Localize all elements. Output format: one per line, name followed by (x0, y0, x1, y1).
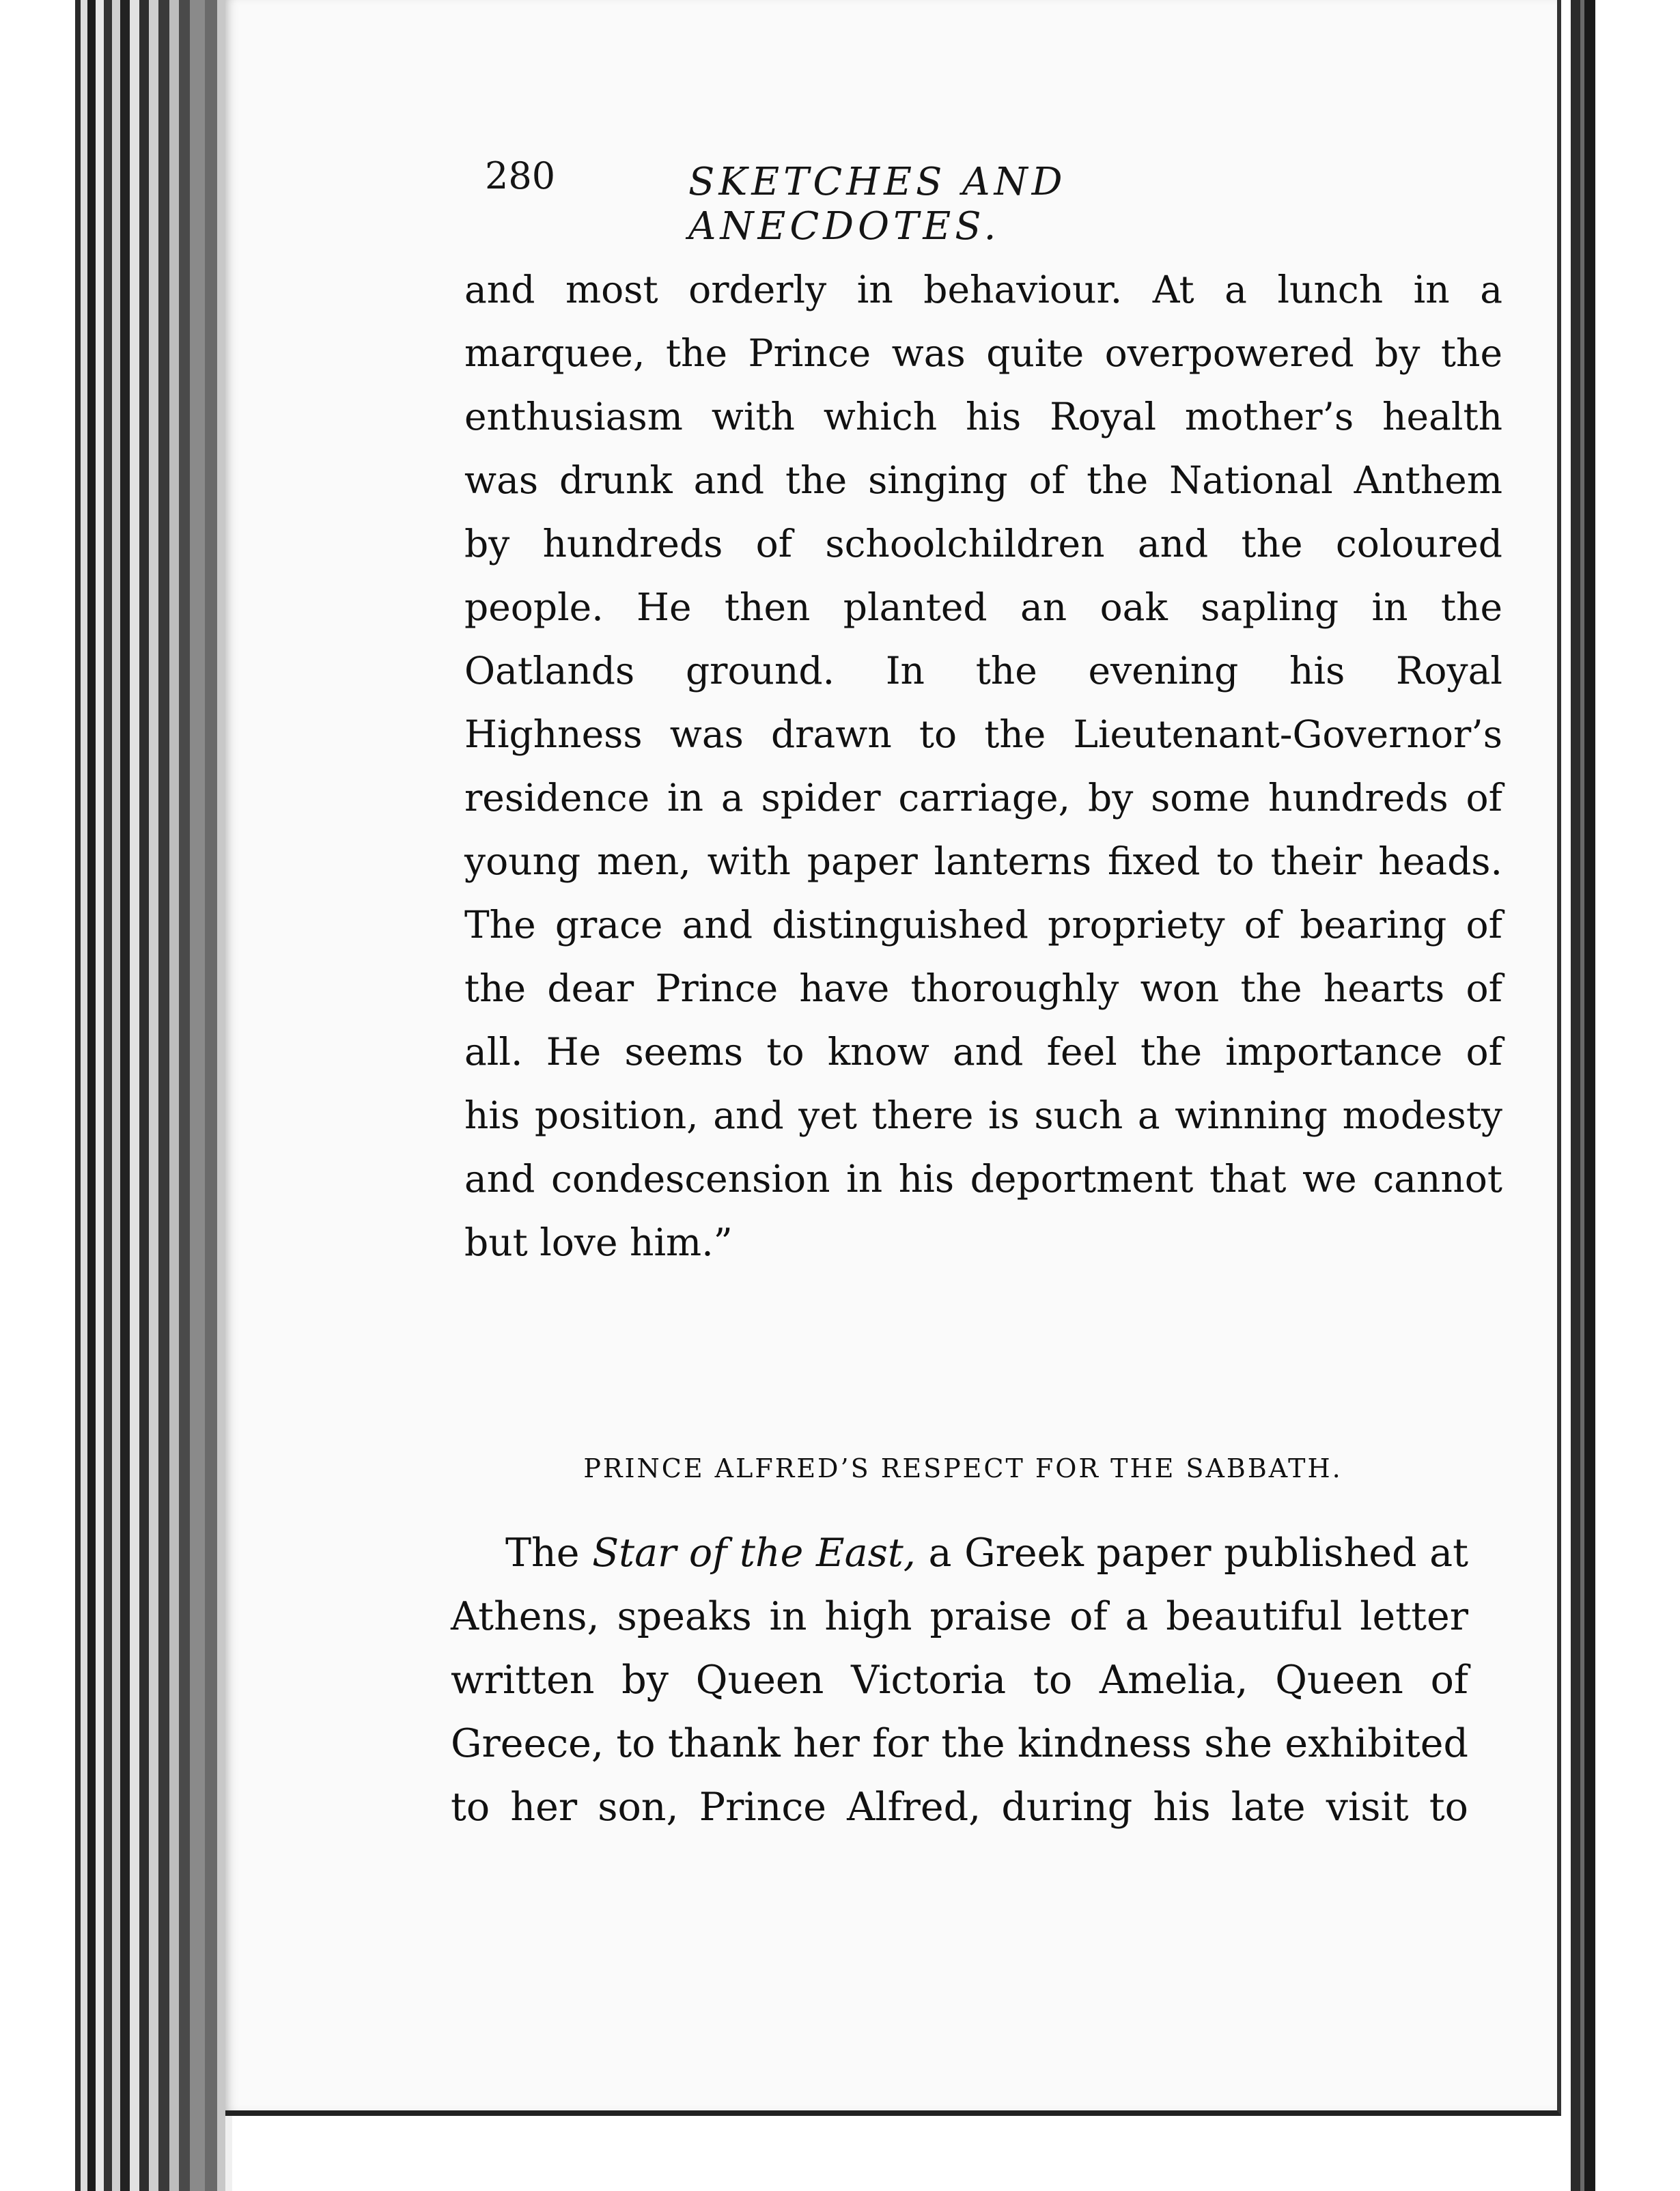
line-start: The (505, 1531, 593, 1576)
section-heading: PRINCE ALFRED’S RESPECT FOR THE SABBATH. (583, 1453, 1343, 1483)
text-line: residence in a spider carriage, by some hundreds of (464, 776, 1502, 820)
passage-one (464, 258, 1502, 1274)
line-end: a Greek paper published at (915, 1531, 1468, 1576)
text-line: Oatlands ground. In the evening his Royal (464, 649, 1502, 693)
text-line: enthusiasm with which his Royal mother’s health (464, 395, 1502, 438)
text-line: written by Queen Victoria to Amelia, Queen of (451, 1658, 1468, 1703)
page-number: 280 (485, 154, 556, 197)
newspaper-title: Star of the East, (592, 1531, 916, 1576)
text-line: his position, and yet there is such a winning modesty (464, 1093, 1502, 1137)
text-line: by hundreds of schoolchildren and the coloured (464, 522, 1502, 566)
text-line: Athens, speaks in high praise of a beautiful letter (451, 1594, 1468, 1639)
text-line: young men, with paper lanterns fixed to their heads. (464, 839, 1502, 883)
book-right-edge (1571, 0, 1595, 2191)
text-line: marquee, the Prince was quite overpowered by the (464, 331, 1502, 375)
passage-two (451, 1522, 1468, 1839)
page-stack-edges (0, 0, 232, 2191)
text-line: people. He then planted an oak sapling in the (464, 585, 1502, 629)
text-line: Greece, to thank her for the kindness she exhibited (451, 1721, 1468, 1766)
text-line: and most orderly in behaviour. At a lunch in a (464, 268, 1502, 311)
page-header (485, 154, 1332, 249)
text-line: Highness was drawn to the Lieutenant-Governor’s (464, 712, 1502, 756)
text-line: all. He seems to know and feel the importance of (464, 1030, 1502, 1074)
running-head: SKETCHES AND ANECDOTES. (688, 160, 1067, 249)
text-line: was drunk and the singing of the National Anthem (464, 458, 1502, 502)
text-line: the dear Prince have thoroughly won the hearts of (464, 966, 1502, 1010)
text-line: and condescension in his deportment that we cannot (464, 1157, 1502, 1201)
text-line (451, 1522, 1468, 1585)
text-line: but love him.” (464, 1220, 733, 1264)
text-line: The grace and distinguished propriety of bearing of (464, 903, 1502, 947)
text-line: to her son, Prince Alfred, during his late visit to (451, 1785, 1468, 1830)
